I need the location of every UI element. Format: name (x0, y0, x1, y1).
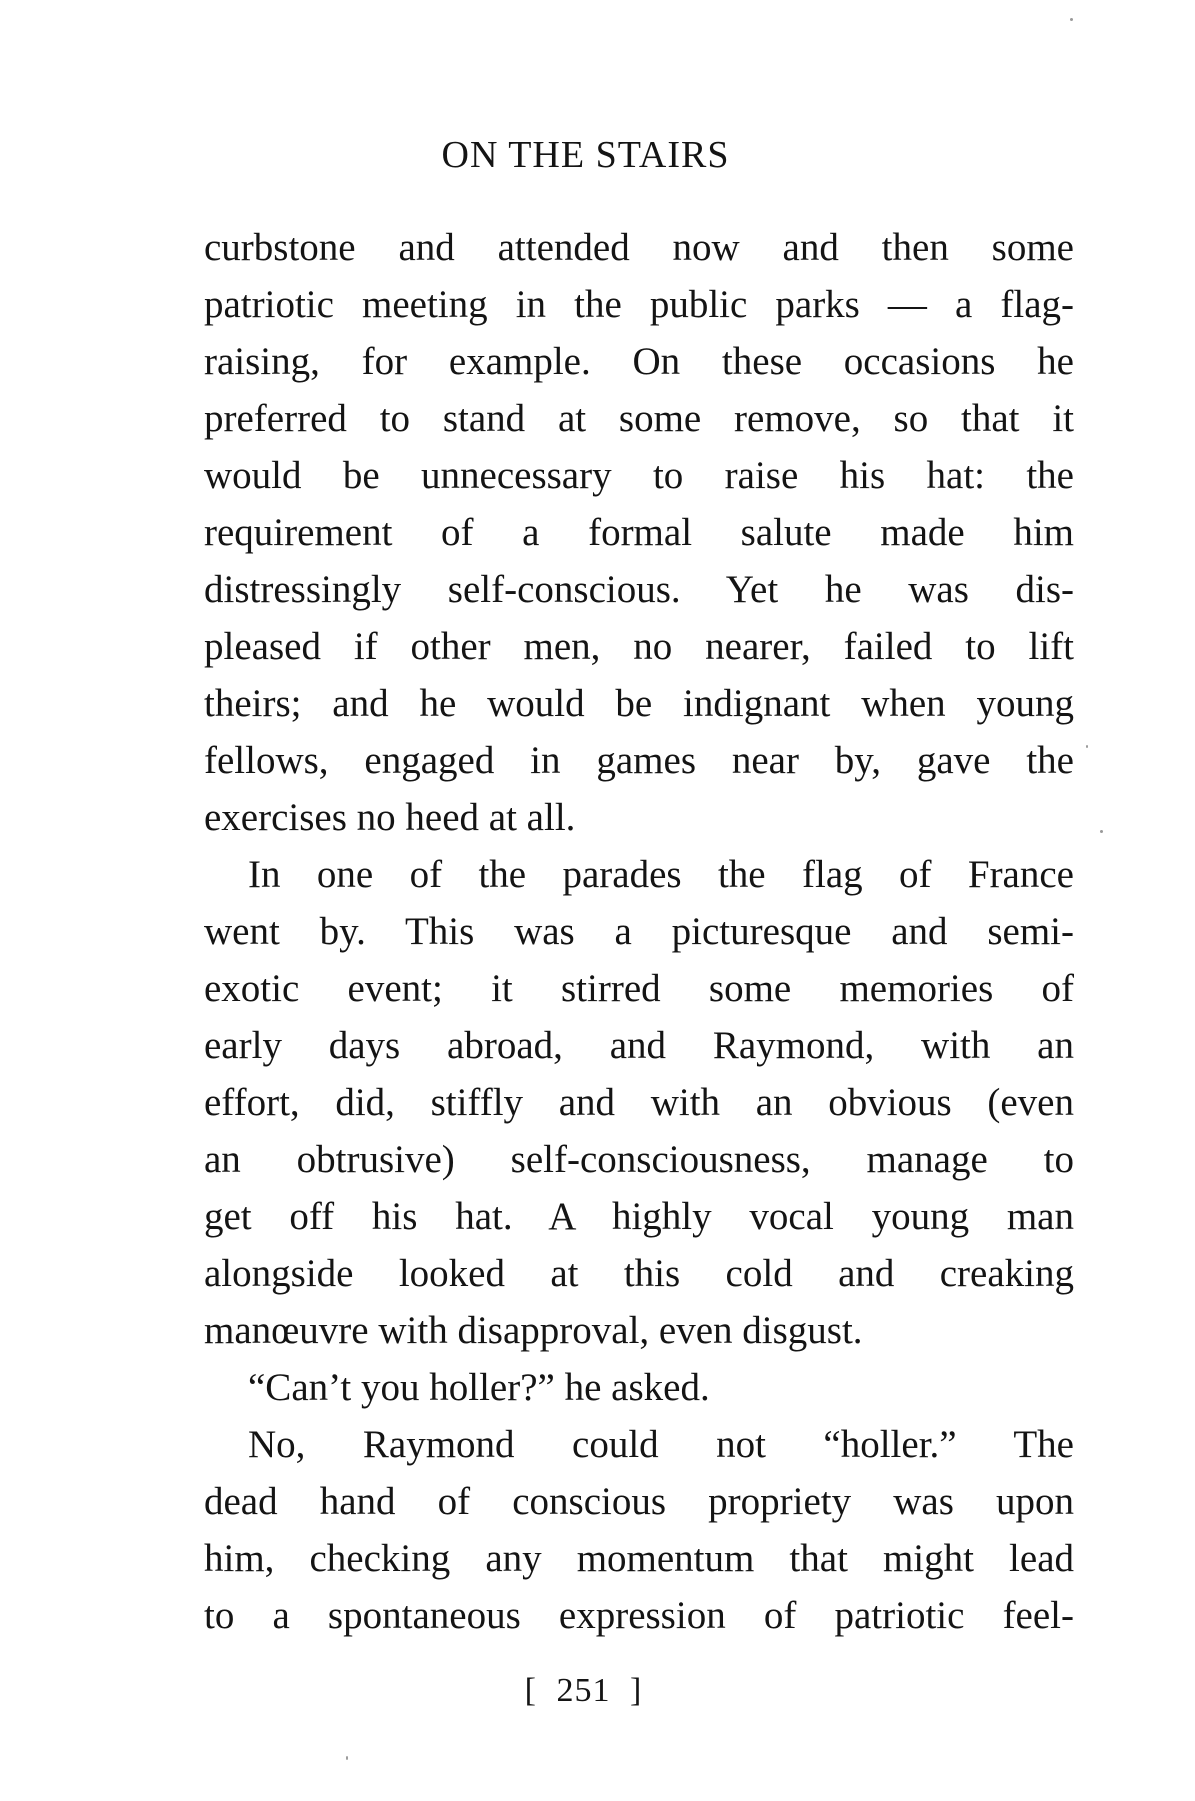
text-line: In one of the parades the flag of France (248, 853, 1074, 896)
page-number: [ 251 ] (524, 1672, 643, 1709)
text-line: exotic event; it stirred some memories of (204, 967, 1074, 1010)
paper-speck (1086, 745, 1088, 748)
text-line: theirs; and he would be indignant when young (204, 682, 1074, 725)
paper-speck (346, 1756, 348, 1760)
text-line: get off his hat. A highly vocal young man (204, 1195, 1074, 1238)
text-line: distressingly self-conscious. Yet he was dis- (204, 568, 1074, 611)
paper-speck (1100, 830, 1103, 833)
text-line: preferred to stand at some remove, so that it (204, 397, 1074, 440)
text-line: patriotic meeting in the public parks — a flag- (204, 283, 1074, 326)
text-line: to a spontaneous expression of patriotic feel- (204, 1594, 1074, 1637)
text-line: “Can’t you holler?” he asked. (248, 1366, 710, 1409)
text-line: effort, did, stiffly and with an obvious (even (204, 1081, 1074, 1124)
text-line: raising, for example. On these occasions he (204, 340, 1074, 383)
running-head: ON THE STAIRS (441, 134, 730, 176)
text-line: alongside looked at this cold and creaking (204, 1252, 1074, 1295)
paper-speck (1070, 18, 1073, 21)
text-line: No, Raymond could not “holler.” The (248, 1423, 1074, 1466)
text-line: an obtrusive) self-consciousness, manage to (204, 1138, 1074, 1181)
text-line: would be unnecessary to raise his hat: the (204, 454, 1074, 497)
text-line: early days abroad, and Raymond, with an (204, 1024, 1074, 1067)
text-line: dead hand of conscious propriety was upon (204, 1480, 1074, 1523)
text-line: exercises no heed at all. (204, 796, 576, 839)
text-line: him, checking any momentum that might lead (204, 1537, 1074, 1580)
text-line: requirement of a formal salute made him (204, 511, 1074, 554)
text-line: pleased if other men, no nearer, failed to lift (204, 625, 1074, 668)
text-line: manœuvre with disapproval, even disgust. (204, 1309, 863, 1352)
body-text (204, 219, 1074, 1644)
text-line: curbstone and attended now and then some (204, 226, 1074, 269)
text-line: fellows, engaged in games near by, gave the (204, 739, 1074, 782)
text-line: went by. This was a picturesque and semi- (204, 910, 1074, 953)
